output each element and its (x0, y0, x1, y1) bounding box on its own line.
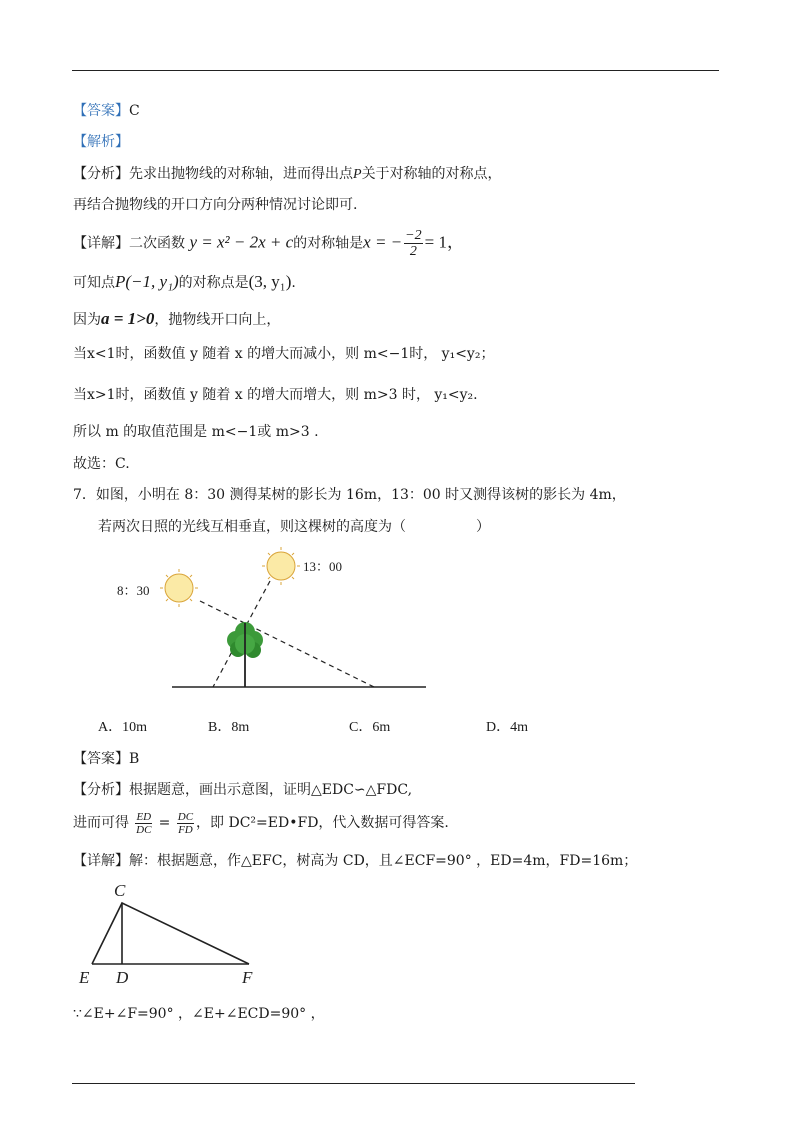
fraction (404, 228, 422, 259)
a-condition: a = 1>0 (101, 309, 155, 328)
label-1300: 13：00 (303, 559, 343, 574)
label-e: E (79, 968, 90, 987)
sun-830-icon (160, 569, 198, 607)
fraction-num: DC (177, 810, 194, 823)
fraction-num: ED (136, 810, 152, 823)
text-span: 再结合抛物线的开口方向分两种情况讨论即可. (73, 197, 358, 213)
text-span: 因为 (73, 312, 101, 328)
answer-value: B (129, 751, 140, 767)
bottom-rule (72, 1083, 635, 1084)
text-span: 解：根据题意，作△EFC，树高为 CD，且∠ECF=90° ，ED=4m，FD=16m； (129, 853, 638, 869)
text-span: . (291, 275, 296, 291)
sunray-830 (200, 601, 374, 687)
fraction-ed-dc (135, 811, 152, 836)
q7-stem-line-1 (73, 485, 626, 505)
text-span: 7．如图，小明在 8：30 测得某树的影长为 16m，13：00 时又测得该树的影长为 4m， (73, 487, 626, 503)
fraction-den: FD (178, 823, 193, 836)
q7-fenxi-line-1 (73, 780, 412, 800)
axis-eq: x = − (363, 232, 403, 252)
label-f: F (242, 968, 253, 987)
q7-last-line (73, 1004, 325, 1024)
text-span: 的对称轴是 (293, 235, 364, 252)
label-c: C (114, 881, 126, 900)
answer-line (73, 101, 140, 121)
analysis-line (73, 132, 129, 152)
text-span: 先求出抛物线的对称轴，进而得出点 (129, 166, 353, 182)
fenxi-tag: 【分析】 (73, 166, 129, 182)
option-b: B．8m (208, 720, 250, 735)
text-span: 根据题意，画出示意图，证明△EDC∽△FDC, (129, 782, 413, 798)
option-a: A．10m (98, 720, 147, 735)
xiangjie-tag: 【详解】 (73, 235, 129, 252)
q7-answer-line (73, 749, 139, 769)
xiangjie-line-2 (73, 270, 296, 295)
xiangjie-line-1 (73, 228, 464, 259)
fenxi-tag: 【分析】 (73, 782, 129, 798)
text-span: 所以 m 的取值范围是 m<−1或 m>3 . (73, 424, 319, 440)
text-span: 的对称点是 (178, 275, 249, 291)
axis-eq-result: = 1， (424, 232, 464, 252)
q7-fenxi-line-2 (73, 808, 449, 838)
xiangjie-line-4 (73, 344, 494, 364)
label-d: D (116, 968, 129, 987)
text-span: 二次函数 (129, 235, 185, 252)
fraction-dc-fd (177, 811, 194, 836)
text-span: ，即 DC²=ED•FD，代入数据可得答案. (196, 815, 449, 831)
xiangjie-line-7 (73, 454, 130, 474)
tree-icon (227, 622, 263, 687)
q7-xiangjie-line (73, 851, 637, 871)
text-span: 若两次日照的光线互相垂直，则这棵树的高度为（ ） (98, 519, 490, 535)
answer-tag: 【答案】 (73, 751, 129, 767)
text-span: 关于对称轴的对称点， (361, 166, 502, 182)
text-span: 当x<1时，函数值 y 随着 x 的增大而减小，则 m<−1时， y₁<y₂； (73, 346, 495, 362)
text-span: ∵∠E+∠F=90° ，∠E+∠ECD=90° ， (73, 1006, 325, 1022)
point-p: P (353, 167, 362, 182)
text-span: 进而可得 (73, 815, 129, 831)
fraction-num: −2 (405, 228, 422, 243)
sun-1300-icon (262, 547, 300, 585)
quadratic-function: y = x² − 2x + c (189, 232, 294, 252)
point-p-coords: P(−1, y₁) (115, 272, 179, 291)
text-span: 故选：C. (73, 456, 130, 472)
text-span: 当x>1时，函数值 y 随着 x 的增大而增大，则 m>3 时， y₁<y₂. (73, 387, 478, 403)
equals-sign: = (158, 815, 171, 831)
top-rule (72, 70, 719, 71)
answer-tag: 【答案】 (73, 103, 129, 119)
fraction-den: DC (136, 823, 152, 836)
fenxi-line-2 (73, 195, 357, 215)
answer-value: C (129, 103, 140, 119)
option-c: C．6m (349, 720, 391, 735)
fenxi-line-1 (73, 164, 502, 185)
text-span: ，抛物线开口向上， (154, 312, 281, 328)
triangle-diagram (70, 876, 290, 991)
shadow-figure (0, 545, 794, 725)
option-d: D．4m (486, 720, 528, 735)
text-span: 可知点 (73, 275, 115, 291)
label-830: 8：30 (117, 583, 150, 598)
q7-stem-line-2 (98, 517, 490, 537)
xiangjie-line-6 (73, 422, 319, 442)
fraction-den: 2 (409, 244, 417, 259)
xiangjie-line-3 (73, 308, 280, 331)
symmetric-point: (3, y₁) (248, 272, 292, 291)
triangle-efc (92, 903, 249, 964)
analysis-tag: 【解析】 (73, 134, 129, 150)
xiangjie-line-5 (73, 385, 478, 405)
xiangjie-tag: 【详解】 (73, 853, 129, 869)
